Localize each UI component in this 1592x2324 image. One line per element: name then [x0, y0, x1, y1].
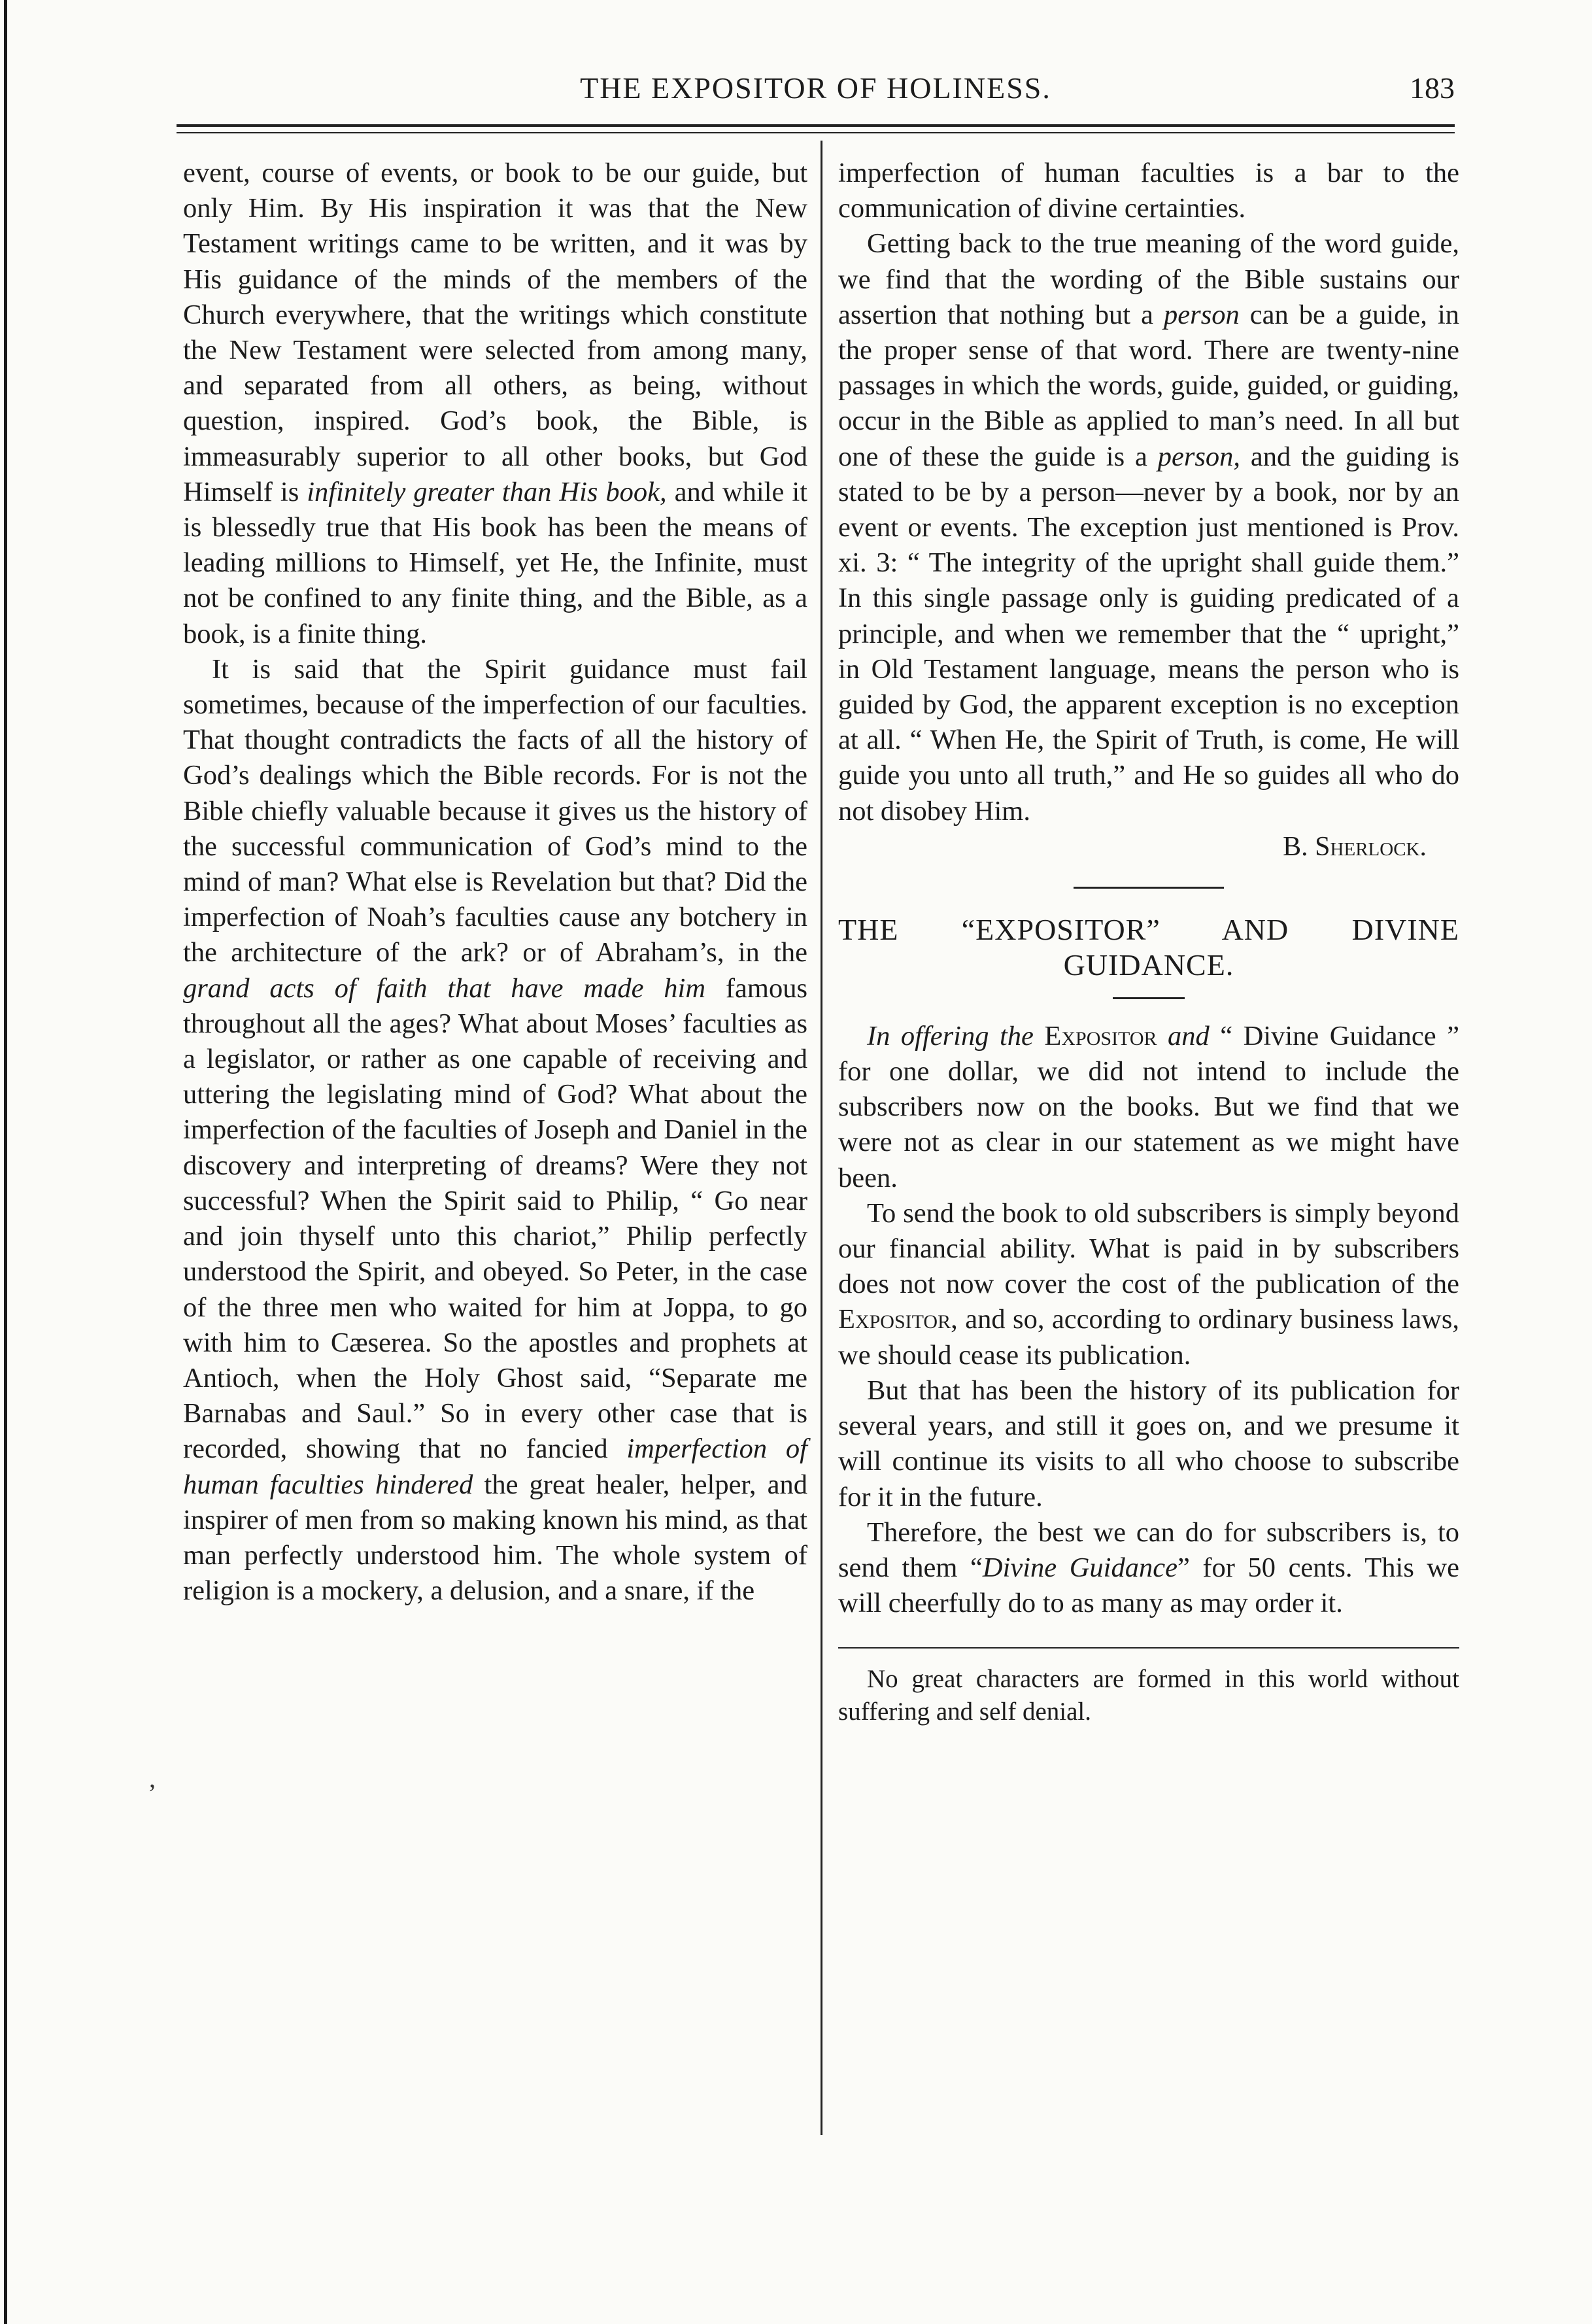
- paragraph: In offering the Expositor and “ Divine Guidance ” for one dollar, we did not intend to include the subscribers now on the books. But we find that we were not as clear in our statement as we might have been.: [838, 1020, 1459, 1193]
- section-rule: [1074, 887, 1224, 889]
- right-column: [838, 156, 1459, 1728]
- paragraph: But that has been the history of its publication for several years, and still it goes on, and we presume it will continue its visits to all who choose to subscribe for it in the future.: [838, 1375, 1459, 1512]
- left-column: [183, 156, 807, 1609]
- column-divider: [821, 141, 822, 2135]
- paragraph: imperfection of human faculties is a bar to the communication of divine certainties.: [838, 158, 1459, 224]
- margin-mark: ,: [149, 1764, 156, 1793]
- paragraph: Therefore, the best we can do for subscribers is, to send them “Divine Guidance” for 50 cents. This we will cheerfully do to as many as may order it.: [838, 1516, 1459, 1619]
- article-heading-line: THE “EXPOSITOR” AND DIVINE: [838, 912, 1459, 946]
- paragraph: To send the book to old subscribers is simply beyond our financial ability. What is paid in by subscribers does not now cover the cost of the publication of the Expositor, and so, according to ordinary business laws, we should cease its publication.: [838, 1197, 1459, 1371]
- paragraph: event, course of events, or book to be our guide, but only Him. By His inspiration it was that the New Testament writings came to be written, and it was by His guidance of the minds of the members of the Church everywhere, that the writings which constitute the New Testament were selected from among many, and separated from all others, as being, without question, inspired. God’s book, the Bible, is immeasurably superior to all other books, but God Himself is infinitely greater than His book, and while it is blessedly true that His book has been the means of leading millions to Himself, yet He, the Infinite, must not be confined to any finite thing, and the Bible, as a book, is a finite thing.: [183, 158, 807, 649]
- closing-note: No great characters are formed in this world without suffering and self denial.: [838, 1665, 1459, 1726]
- paragraph: Getting back to the true meaning of the word guide, we find that the wording of the Bible sustains our assertion that nothing but a person can be a guide, in the proper sense of that word. There are twenty-nine passages in which the words, guide, guided, or guiding, occur in the Bible as applied to man’s need. In all but one of these the guide is a person, and the guiding is stated to be by a person—never by a book, nor by an event or events. The exception just mentioned is Prov. xi. 3: “ The integrity of the upright shall guide them.” In this single passage only is guiding predicated of a principle, and when we remember that the “ upright,” in Old Testament language, means the person who is guided by God, the apparent exception is no exception at all. “ When He, the Spirit of Truth, is come, He will guide you unto all truth,” and He so guides all who do not disobey Him.: [838, 228, 1460, 827]
- page-header: [177, 65, 1455, 118]
- header-double-rule: [177, 124, 1455, 133]
- page-number: 183: [1410, 71, 1455, 105]
- running-title: THE EXPOSITOR OF HOLINESS.: [580, 71, 1051, 105]
- page-edge-line: [4, 0, 7, 2324]
- note-rule: [838, 1647, 1459, 1649]
- article-heading-line: GUIDANCE.: [1063, 948, 1234, 982]
- paragraph: It is said that the Spirit guidance must fail sometimes, because of the imperfection of our faculties. That thought contradicts the facts of all the history of God’s dealings which the Bible records. For is not the Bible chiefly valuable because it gives us the history of the successful communication of God’s mind to the mind of man? What else is Revelation but that? Did the imperfection of Noah’s faculties cause any botchery in the architecture of the ark? or of Abraham’s, in the grand acts of faith that have made him famous throughout all the ages? What about Moses’ faculties as a legislator, or rather as one capable of receiving and uttering the legislating mind of God? What about the imperfection of the faculties of Joseph and Daniel in the discovery and interpreting of dreams? Were they not successful? When the Spirit said to Philip, “ Go near and join thyself unto this chariot,” Philip perfectly understood the Spirit, and obeyed. So Peter, in the case of the three men who waited for him at Joppa, to go with him to Cæserea. So the apostles and prophets at Antioch, when the Holy Ghost said, “Separate me Barnabas and Saul.” So in every other case that is recorded, showing that no fancied imperfection of human faculties hindered the great healer, helper, and inspirer of men from so making known his mind, as that man perfectly understood him. The whole system of religion is a mockery, a delusion, and a snare, if the: [183, 653, 808, 1607]
- heading-rule: [1113, 997, 1185, 999]
- author-signature: B. Sherlock.: [1283, 831, 1427, 862]
- article-heading: [838, 912, 1459, 983]
